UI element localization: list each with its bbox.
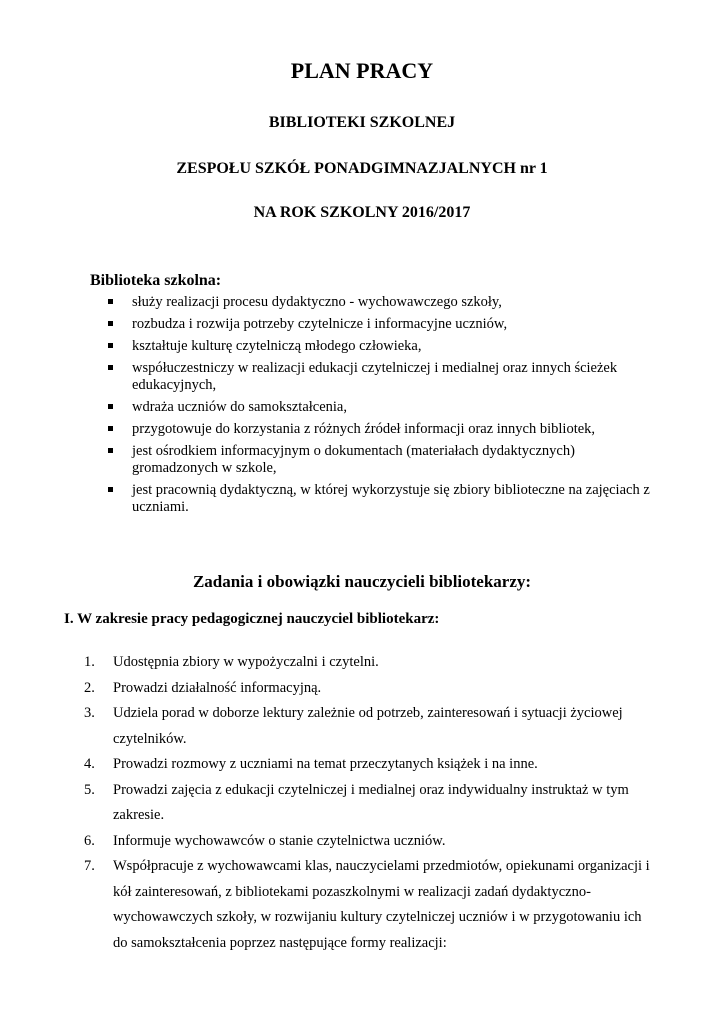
list-item-text: jest ośrodkiem informacyjnym o dokumentach (materiałach dydaktycznych) gromadzonych w szkole, xyxy=(132,443,575,476)
school-year: NA ROK SZKOLNY 2016/2017 xyxy=(253,204,471,221)
document-title: PLAN PRACY xyxy=(290,58,434,83)
list-item-text: jest pracownią dydaktyczną, w której wykorzystuje się zbiory biblioteczne na zajęciach z uczniami. xyxy=(132,482,650,515)
list-item-number: 5. xyxy=(84,781,95,798)
school-name: ZESPOŁU SZKÓŁ PONADGIMNAZJALNYCH nr 1 xyxy=(176,160,548,177)
list-item xyxy=(84,752,654,778)
list-item-number: 6. xyxy=(84,832,95,849)
list-item xyxy=(104,360,664,394)
square-bullet-icon xyxy=(108,299,113,304)
list-item xyxy=(104,443,664,477)
library-heading: Biblioteka szkolna: xyxy=(90,272,222,289)
list-item-text: wdraża uczniów do samokształcenia, xyxy=(132,399,347,415)
list-item-text: Informuje wychowawców o stanie czytelnictwa uczniów. xyxy=(113,832,446,849)
list-item xyxy=(104,399,664,416)
list-item-text: Udziela porad w doborze lektury zależnie od potrzeb, zainteresowań i sytuacji życiowej czytelników. xyxy=(113,705,623,747)
square-bullet-icon xyxy=(108,404,113,409)
list-item-text: kształtuje kulturę czytelniczą młodego człowieka, xyxy=(132,338,422,354)
list-item xyxy=(84,650,654,676)
duties-subheading: I. W zakresie pracy pedagogicznej nauczyciel bibliotekarz: xyxy=(64,611,440,627)
list-item-number: 2. xyxy=(84,679,95,696)
list-item xyxy=(84,829,654,855)
list-item xyxy=(104,421,664,438)
square-bullet-icon xyxy=(108,426,113,431)
list-item xyxy=(84,778,654,829)
list-item xyxy=(84,701,654,752)
square-bullet-icon xyxy=(108,343,113,348)
duties-heading: Zadania i obowiązki nauczycieli bibliotekarzy: xyxy=(192,572,532,591)
list-item xyxy=(104,316,664,333)
library-name: BIBLIOTEKI SZKOLNEJ xyxy=(268,114,456,131)
list-item-text: Prowadzi rozmowy z uczniami na temat przeczytanych książek i na inne. xyxy=(113,756,538,772)
square-bullet-icon xyxy=(108,487,113,492)
list-item-number: 4. xyxy=(84,756,95,772)
list-item-number: 3. xyxy=(84,705,95,721)
list-item xyxy=(84,854,654,956)
square-bullet-icon xyxy=(108,448,113,453)
list-item-text: rozbudza i rozwija potrzeby czytelnicze i informacyjne uczniów, xyxy=(132,316,508,332)
list-item-text: Współpracuje z wychowawcami klas, nauczycielami przedmiotów, opiekunami organizacji i kół zainteresowań, z bibliotekami pozaszkolnymi w realizacji zadań dydaktyczno-wychowawczych szkoły, w rozwijaniu kultury czytelniczej uczniów i w przygotowaniu ich do samokształcenia poprzez następujące formy realizacji: xyxy=(113,858,650,951)
list-item-number: 1. xyxy=(84,654,95,670)
list-item-text: Prowadzi działalność informacyjną. xyxy=(113,679,322,696)
list-item-text: współuczestniczy w realizacji edukacji czytelniczej i medialnej oraz innych ścieżek edukacyjnych, xyxy=(132,360,618,393)
square-bullet-icon xyxy=(108,321,113,326)
list-item-text: służy realizacji procesu dydaktyczno - wychowawczego szkoły, xyxy=(132,294,502,310)
list-item xyxy=(84,676,654,702)
list-item-text: Prowadzi zajęcia z edukacji czytelniczej i medialnej oraz indywidualny instruktaż w tym zakresie. xyxy=(113,781,629,823)
list-item-number: 7. xyxy=(84,858,95,874)
list-item-text: Udostępnia zbiory w wypożyczalni i czytelni. xyxy=(113,654,379,670)
square-bullet-icon xyxy=(108,365,113,370)
list-item xyxy=(104,338,664,355)
list-item-text: przygotowuje do korzystania z różnych źródeł informacji oraz innych bibliotek, xyxy=(132,421,596,437)
library-bullet-list xyxy=(104,294,664,521)
list-item xyxy=(104,482,664,516)
duties-numbered-list xyxy=(84,650,654,956)
list-item xyxy=(104,294,664,311)
